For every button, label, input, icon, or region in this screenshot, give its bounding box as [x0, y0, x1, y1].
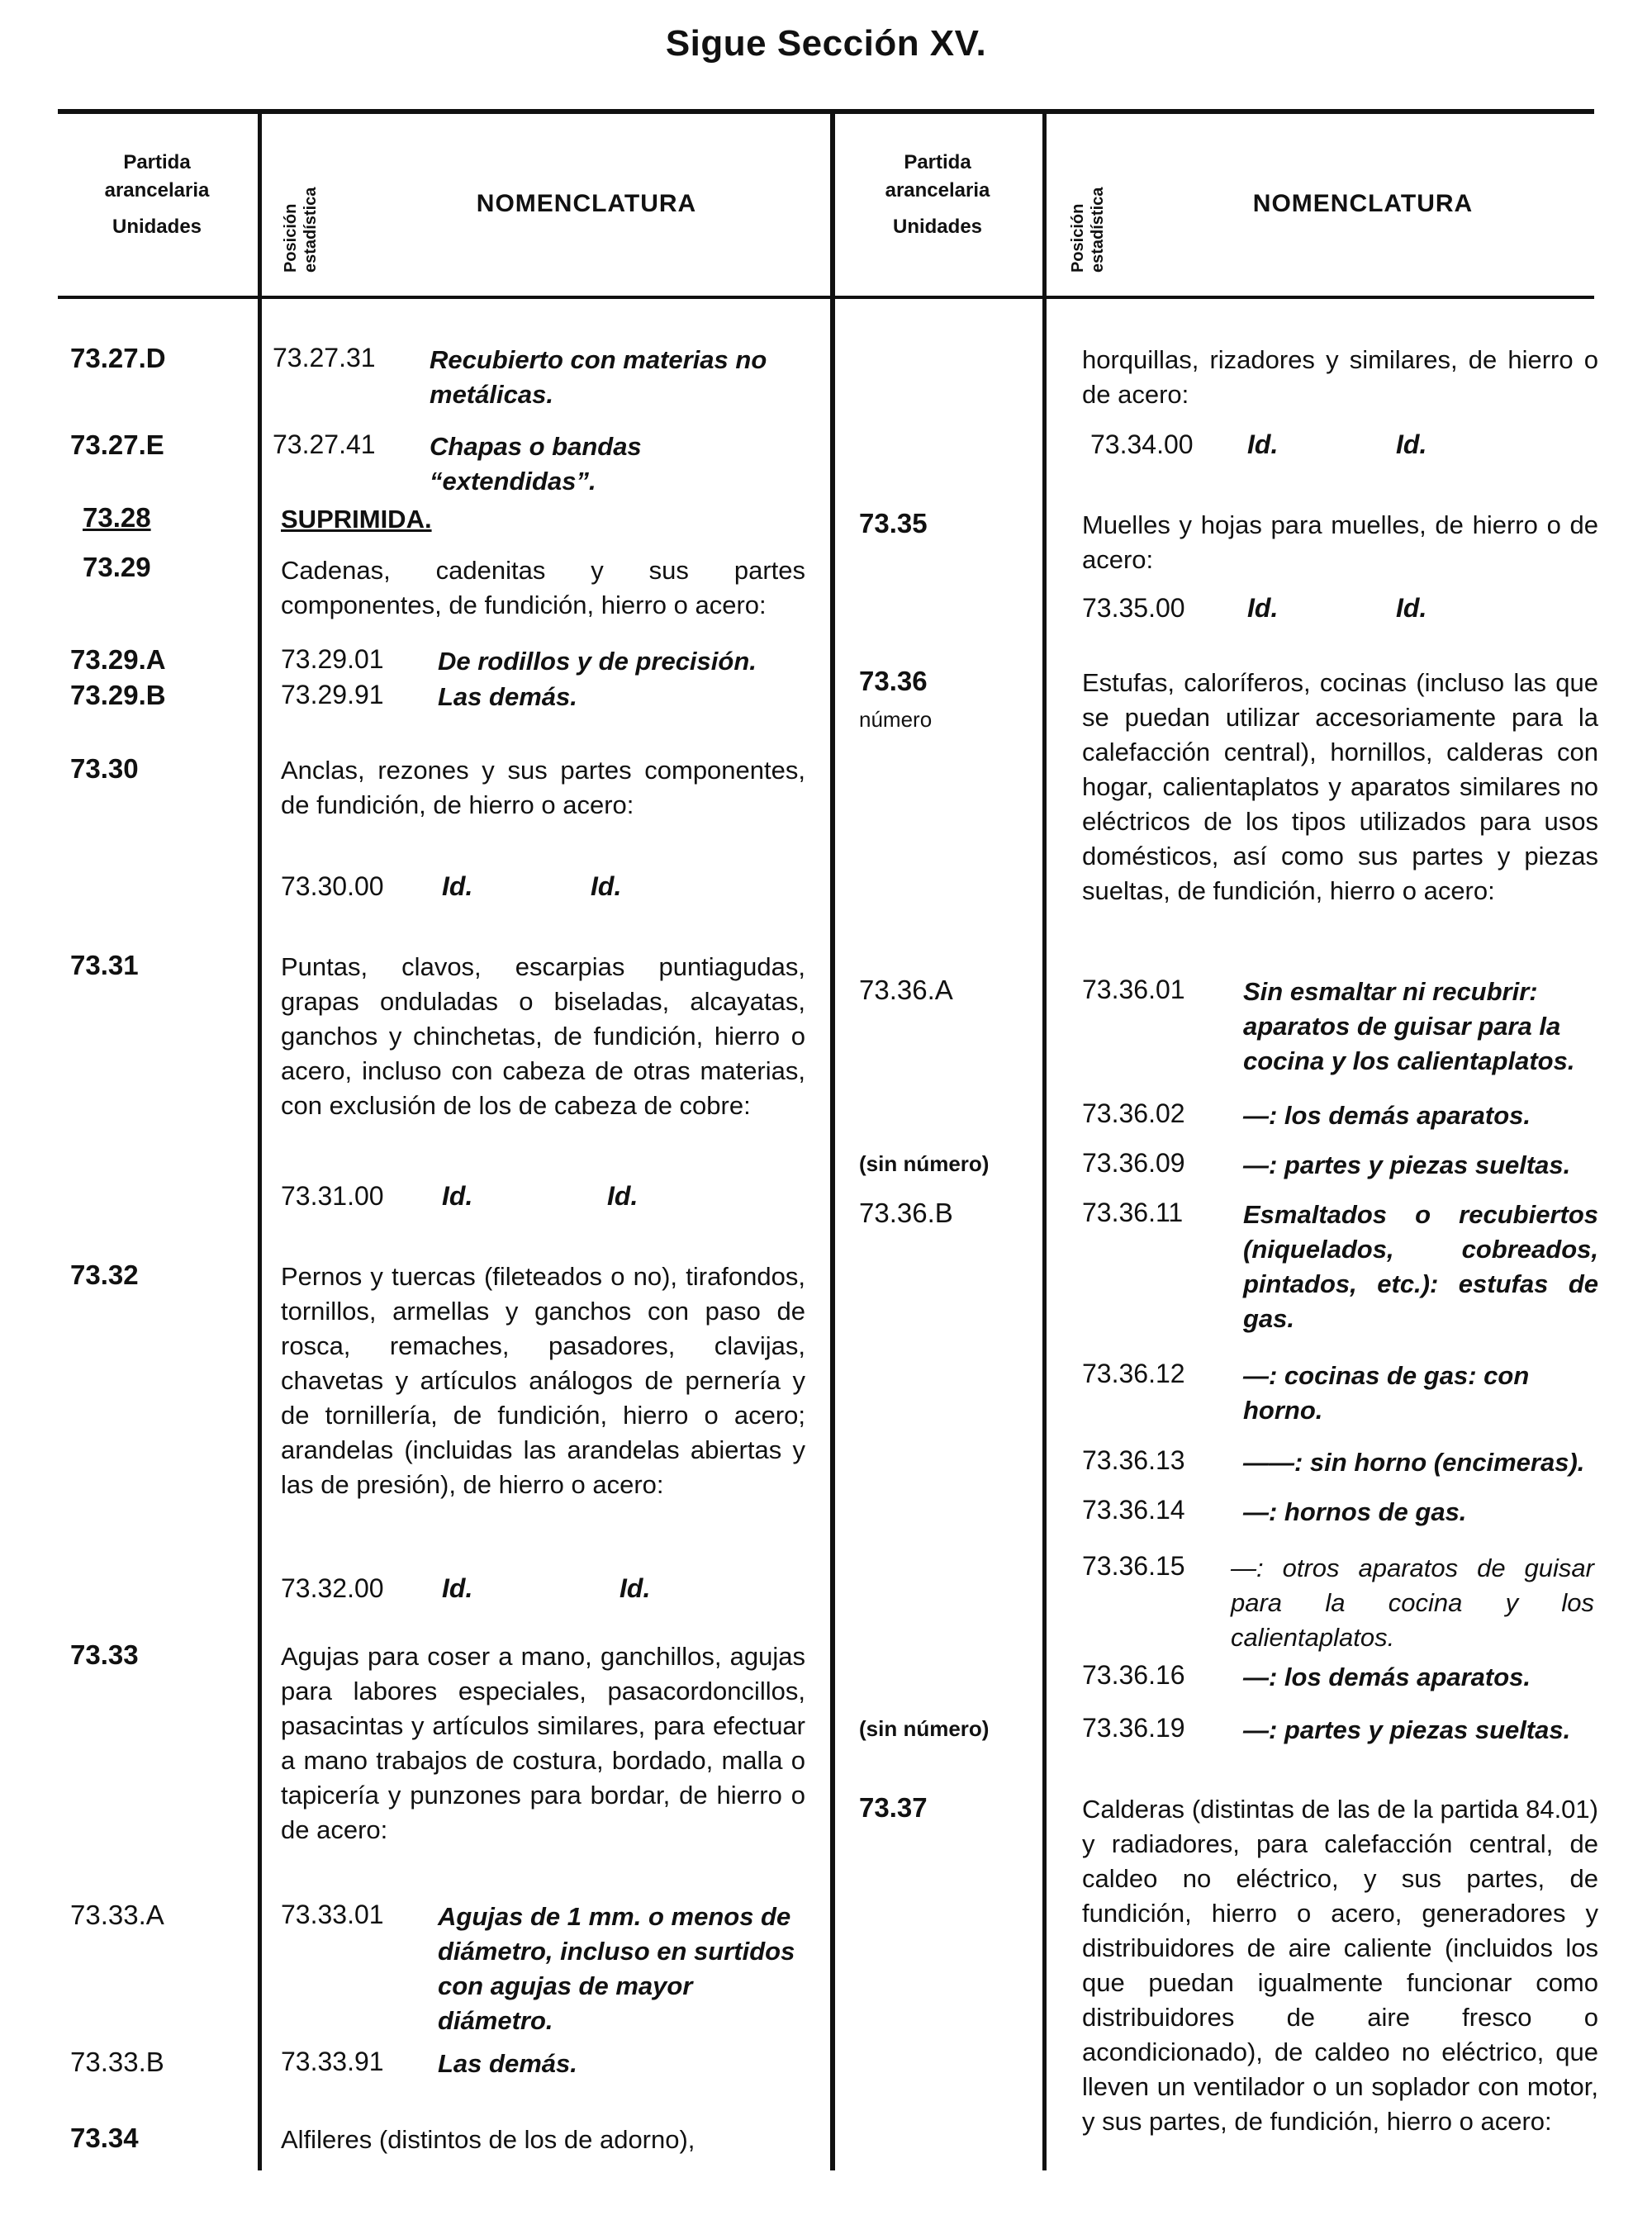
id-73-35-b: Id. [1396, 593, 1427, 623]
header-partida-line2: arancelaria [885, 179, 990, 202]
id-73-35-a: Id. [1247, 593, 1279, 623]
pos-73-29-91: 73.29.91 [281, 680, 384, 709]
header-nomenclatura-right: NOMENCLATURA [1252, 190, 1474, 217]
code-73-30: 73.30 [70, 753, 139, 784]
pos-73-36-14: 73.36.14 [1082, 1495, 1185, 1525]
unit-73-36-19: (sin número) [859, 1716, 990, 1741]
desc-73-36-19: —: partes y piezas sueltas. [1243, 1715, 1571, 1744]
desc-73-29: Cadenas, cadenitas y sus partes componentes, de fundición, hierro o acero: [281, 556, 805, 619]
header-partida [62, 149, 252, 241]
code-73-29: 73.29 [83, 552, 151, 582]
code-73-28: 73.28 [83, 502, 151, 533]
desc-73-30: Anclas, rezones y sus partes componentes, de fundición, de hierro o acero: [281, 756, 805, 819]
header-posicion [281, 187, 320, 273]
header-partida-line3: Unidades [112, 216, 202, 238]
pos-73-36-01: 73.36.01 [1082, 975, 1185, 1004]
header-posicion-line2: estadística [1089, 187, 1107, 273]
desc-73-33: Agujas para coser a mano, ganchillos, agujas para labores especiales, pasacordoncillos, pasacintas y artículos similares, para efectuar a mano trabajos de costura, bordado, malla o tapicería y punzones para bordar, de hierro o de acero: [281, 1642, 805, 1844]
desc-73-36: Estufas, caloríferos, cocinas (incluso las que se puedan utilizar accesoriamente para la calefacción central), hornillos, calderas con hogar, calientaplatos y aparatos similares no eléctricos de los tipos utilizados para usos domésticos, así como sus partes y piezas sueltas, de fundición, hierro o acero: [1082, 668, 1598, 905]
header-nomenclatura: NOMENCLATURA [476, 190, 697, 217]
id-73-31-b: Id. [607, 1181, 638, 1211]
header-rule [58, 296, 1594, 299]
header-partida-line1: Partida [904, 151, 971, 173]
pos-73-33-01: 73.33.01 [281, 1900, 384, 1929]
desc-73-36-13: ——: sin horno (encimeras). [1243, 1448, 1585, 1477]
pos-73-36-13: 73.36.13 [1082, 1445, 1185, 1475]
desc-73-33-a: Agujas de 1 mm. o menos de diámetro, incluso en surtidos con agujas de mayor diámetro. [438, 1902, 795, 2035]
code-73-34: 73.34 [70, 2123, 139, 2153]
pos-73-36-09: 73.36.09 [1082, 1148, 1185, 1178]
desc-73-36-02: —: los demás aparatos. [1243, 1101, 1531, 1130]
desc-73-36-11: Esmaltados o recubiertos (niquelados, cobreados, pintados, etc.): estufas de gas. [1243, 1200, 1598, 1333]
desc-73-36-14: —: hornos de gas. [1243, 1497, 1467, 1526]
desc-73-36-09: —: partes y piezas sueltas. [1243, 1150, 1571, 1179]
header-partida-line1: Partida [123, 151, 191, 173]
pos-73-36-02: 73.36.02 [1082, 1098, 1185, 1128]
desc-73-27-e: Chapas o bandas “extendidas”. [430, 432, 642, 496]
pos-73-36-16: 73.36.16 [1082, 1660, 1185, 1690]
divider-right-code [1042, 114, 1047, 2170]
code-73-33-a: 73.33.A [70, 1900, 164, 1930]
desc-73-36-15: —: otros aparatos de guisar para la cocina y los calientaplatos. [1231, 1554, 1594, 1652]
desc-73-29-b: Las demás. [438, 682, 577, 711]
code-73-36-b: 73.36.B [859, 1198, 953, 1228]
header-posicion-line1: Posición [1069, 203, 1087, 273]
pos-73-33-91: 73.33.91 [281, 2047, 384, 2076]
code-73-36-a: 73.36.A [859, 975, 953, 1005]
desc-73-33-b: Las demás. [438, 2049, 577, 2078]
pos-73-36-12: 73.36.12 [1082, 1359, 1185, 1388]
desc-73-29-a: De rodillos y de precisión. [438, 647, 757, 676]
desc-73-32: Pernos y tuercas (fileteados o no), tirafondos, tornillos, armellas y ganchos con paso de rosca, remaches, pasadores, clavijas, chavetas y artículos análogos de pernería y de tornillería, de fundición, hierro o acero; arandelas (incluidas las arandelas abiertas y las de presión), de hierro o acero: [281, 1262, 805, 1499]
header-posicion-right [1068, 187, 1108, 273]
header-partida-right [838, 149, 1037, 241]
top-rule [58, 109, 1594, 114]
desc-73-37: Calderas (distintas de las de la partida 84.01) y radiadores, para calefacción central, de caldeo no eléctrico, y sus partes, de fundición, hierro o acero, generadores y distribuidores de aire caliente (incluidos los que puedan igualmente funcionar como distribuidores de aire fresco o acondicionado), de caldeo no eléctrico, que lleven un ventilador o un soplador con motor, y sus partes, de fundición, hierro o acero: [1082, 1795, 1598, 2136]
desc-73-34-cont: horquillas, rizadores y similares, de hierro o de acero: [1082, 345, 1598, 409]
id-73-34-b: Id. [1396, 429, 1427, 459]
code-73-31: 73.31 [70, 950, 139, 980]
unit-73-36-09: (sin número) [859, 1151, 990, 1176]
desc-73-35: Muelles y hojas para muelles, de hierro o de acero: [1082, 510, 1598, 574]
desc-73-36-16: —: los demás aparatos. [1243, 1663, 1531, 1691]
pos-73-30-00: 73.30.00 [281, 871, 384, 901]
header-partida-line2: arancelaria [104, 179, 210, 202]
desc-73-31: Puntas, clavos, escarpias puntiagudas, grapas onduladas o biseladas, alcayatas, ganchos y chinchetas, de fundición, hierro o acero, incluso con cabeza de otras materias, con exclusión de los de cabeza de cobre: [281, 952, 805, 1120]
unit-73-36: número [859, 707, 933, 732]
code-73-33-b: 73.33.B [70, 2047, 164, 2077]
desc-73-28: SUPRIMIDA. [281, 505, 432, 534]
pos-73-36-19: 73.36.19 [1082, 1713, 1185, 1743]
pos-73-31-00: 73.31.00 [281, 1181, 384, 1211]
id-73-32-b: Id. [620, 1573, 651, 1603]
code-73-37: 73.37 [859, 1792, 928, 1823]
desc-73-36-01: Sin esmaltar ni recubrir: aparatos de guisar para la cocina y los calientaplatos. [1243, 977, 1575, 1075]
pos-73-27-41: 73.27.41 [273, 429, 376, 459]
header-posicion-line1: Posición [282, 203, 300, 273]
code-73-27-d: 73.27.D [70, 343, 166, 373]
pos-73-29-01: 73.29.01 [281, 644, 384, 674]
desc-73-27-d: Recubierto con materias no metálicas. [430, 345, 767, 409]
id-73-30-b: Id. [591, 871, 622, 901]
code-73-29-a: 73.29.A [70, 644, 166, 675]
code-73-35: 73.35 [859, 508, 928, 538]
pos-73-36-11: 73.36.11 [1082, 1198, 1184, 1227]
code-73-32: 73.32 [70, 1259, 139, 1290]
divider-left-code [258, 114, 262, 2170]
pos-73-35-00: 73.35.00 [1082, 593, 1185, 623]
id-73-31-a: Id. [442, 1181, 473, 1211]
code-73-29-b: 73.29.B [70, 680, 166, 710]
divider-center [830, 114, 835, 2170]
pos-73-34-00: 73.34.00 [1090, 429, 1194, 459]
id-73-34-a: Id. [1247, 429, 1279, 459]
id-73-32-a: Id. [442, 1573, 473, 1603]
header-posicion-line2: estadística [301, 187, 320, 273]
desc-73-36-12: —: cocinas de gas: con horno. [1243, 1361, 1530, 1425]
header-partida-line3: Unidades [892, 216, 983, 238]
pos-73-36-15: 73.36.15 [1082, 1551, 1185, 1581]
code-73-36: 73.36 [859, 666, 928, 696]
code-73-27-e: 73.27.E [70, 429, 164, 460]
code-73-33: 73.33 [70, 1639, 139, 1670]
page-title: Sigue Sección XV. [665, 23, 987, 64]
pos-73-32-00: 73.32.00 [281, 1573, 384, 1603]
pos-73-27-31: 73.27.31 [273, 343, 376, 372]
id-73-30-a: Id. [442, 871, 473, 901]
desc-73-34: Alfileres (distintos de los de adorno), [281, 2125, 695, 2154]
